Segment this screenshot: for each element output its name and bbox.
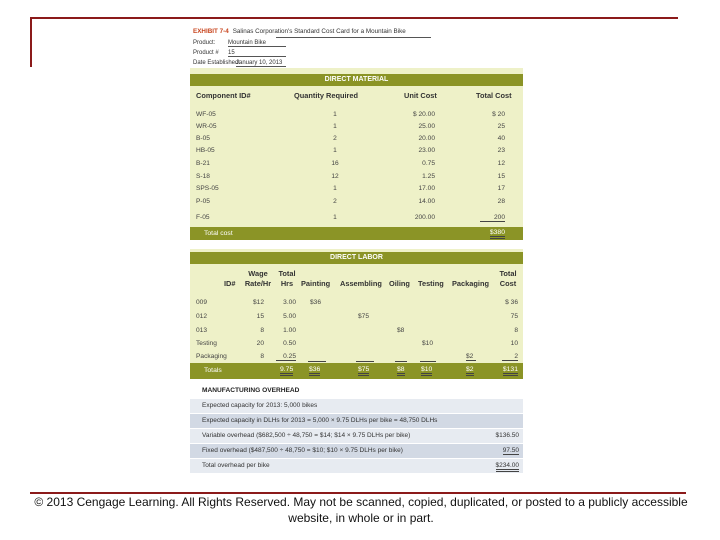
exhibit-title: [193, 28, 406, 35]
overhead-row-text: Expected capacity for 2013: 5,000 bikes: [202, 402, 318, 409]
dm-unit-cost: $ 20.00: [413, 111, 435, 118]
dm-component: P-05: [196, 198, 210, 205]
dl-header-assembling: Assembling: [340, 279, 382, 288]
dm-header-component: Component ID#: [196, 91, 251, 100]
dm-total-cost: 28: [497, 198, 505, 205]
dm-quantity: 12: [331, 173, 339, 180]
dl-id: Packaging: [196, 353, 227, 360]
dm-total-cost: 200: [480, 214, 505, 222]
dl-header-oiling: Oiling: [389, 279, 410, 288]
dl-wage: 8: [260, 327, 264, 334]
dm-unit-cost: 20.00: [418, 135, 435, 142]
dm-header-quantity: Quantity Required: [294, 91, 359, 100]
date-label: Date Established:: [193, 60, 241, 66]
dm-total-cost: 23: [497, 147, 505, 154]
dm-unit-cost: 0.75: [422, 160, 435, 167]
dl-header-hrs-top: Total: [278, 269, 296, 278]
dm-unit-cost: 200.00: [414, 214, 435, 221]
dl-header-wage-bottom: Rate/Hr: [244, 279, 272, 288]
dl-totals-packaging: $2: [466, 366, 474, 376]
dl-totals-label: Totals: [204, 367, 222, 374]
dm-unit-cost: 23.00: [418, 147, 435, 154]
dl-totals-oiling: $8: [397, 366, 405, 376]
dl-packaging: $2: [466, 353, 476, 361]
dm-unit-cost: 14.00: [418, 198, 435, 205]
dm-total-band: [190, 227, 523, 240]
dm-quantity: 2: [333, 198, 337, 205]
dm-component: S-18: [196, 173, 210, 180]
dl-totals-testing: $10: [421, 366, 432, 376]
dl-cost: 10: [510, 340, 518, 347]
direct-labor-band: DIRECT LABOR: [190, 252, 523, 264]
dl-oiling-underline: [395, 353, 407, 362]
overhead-row: [190, 399, 523, 413]
dl-wage: 15: [256, 313, 264, 320]
exhibit-title-text: Salinas Corporation's Standard Cost Card for a Mountain Bike: [232, 28, 406, 35]
product-number-label: Product #: [193, 50, 219, 56]
overhead-row-text: Total overhead per bike: [202, 462, 270, 469]
overhead-row-text: Fixed overhead ($487,500 ÷ 48,750 = $10; $10 × 9.75 DLHs per bike): [202, 447, 403, 454]
dl-totals-painting: $36: [309, 366, 320, 376]
overhead-row-text: Variable overhead ($682,500 ÷ 48,750 = $14; $14 × 9.75 DLHs per bike): [202, 432, 411, 439]
dl-hrs: 0.25: [276, 353, 296, 361]
dm-total-label: Total cost: [204, 230, 233, 237]
dm-quantity: 1: [333, 111, 337, 118]
dm-quantity: 1: [333, 214, 337, 221]
dl-assembling: $75: [358, 313, 370, 320]
dm-component: B-05: [196, 135, 210, 142]
dl-header-packaging: Packaging: [452, 279, 489, 288]
overhead-title: MANUFACTURING OVERHEAD: [202, 387, 300, 394]
title-underline: [276, 37, 431, 38]
dl-header-painting: Painting: [301, 279, 331, 288]
dm-unit-cost: 25.00: [418, 123, 435, 130]
overhead-row-text: Expected capacity in DLHs for 2013 = 5,000 × 9.75 DLHs per bike = 48,750 DLHs: [202, 417, 438, 424]
dl-assembling-underline: [356, 353, 374, 362]
dm-total-value: $380: [490, 229, 505, 239]
dl-id: 013: [196, 327, 208, 334]
dl-totals-cost: $131: [503, 366, 518, 376]
direct-material-band: DIRECT MATERIAL: [190, 74, 523, 86]
dl-hrs: 3.00: [283, 299, 296, 306]
dm-quantity: 16: [331, 160, 339, 167]
dm-component: SPS-05: [196, 185, 219, 192]
overhead-row: [190, 459, 523, 473]
dl-id: Testing: [196, 340, 217, 347]
dm-component: F-05: [196, 214, 210, 221]
dm-quantity: 1: [333, 123, 337, 130]
copyright-footer: © 2013 Cengage Learning. All Rights Reserved. May not be scanned, copied, duplicated, or posted to a publicly accessible website, in whole or in part.: [34, 495, 688, 525]
dm-quantity: 1: [333, 147, 337, 154]
dl-hrs: 1.00: [283, 327, 296, 334]
dm-component: HB-05: [196, 147, 215, 154]
dl-hrs: 0.50: [283, 340, 296, 347]
dm-total-cost: 12: [497, 160, 505, 167]
overhead-row-amount: 97.50: [502, 447, 519, 454]
dl-painting-underline: [308, 353, 326, 362]
dm-quantity: 2: [333, 135, 337, 142]
dl-testing-underline: [420, 353, 436, 362]
dl-painting: $36: [310, 299, 322, 306]
dl-header-hrs-bottom: Hrs: [280, 279, 294, 288]
dl-oiling: $8: [397, 327, 405, 334]
frame-top-rule: [30, 17, 678, 19]
dm-total-cost: 40: [497, 135, 505, 142]
dl-cost: $ 36: [505, 299, 518, 306]
overhead-row-amount: $234.00: [496, 462, 520, 472]
dl-header-id: ID#: [224, 279, 236, 288]
dl-testing: $10: [422, 340, 434, 347]
overhead-row-amount: $136.50: [495, 432, 519, 439]
dm-component: WF-05: [196, 111, 216, 118]
dl-header-cost-top: Total: [499, 269, 517, 278]
dl-wage: 20: [256, 340, 264, 347]
product-value: Mountain Bike: [228, 40, 286, 47]
dm-header-unit-cost: Unit Cost: [404, 91, 437, 100]
dl-header-cost-bottom: Cost: [499, 279, 517, 288]
overhead-row: [190, 444, 523, 458]
dl-wage: 8: [260, 353, 264, 360]
dl-cost: 75: [510, 313, 518, 320]
dl-cost: 2: [502, 353, 518, 361]
dl-header-testing: Testing: [418, 279, 444, 288]
dm-component: B-21: [196, 160, 210, 167]
dm-total-cost: 15: [497, 173, 505, 180]
dl-cost: 8: [514, 327, 518, 334]
product-label: Product:: [193, 40, 216, 46]
dl-header-wage-top: Wage: [248, 269, 268, 278]
dl-hrs: 5.00: [283, 313, 296, 320]
dl-id: 009: [196, 299, 208, 306]
dl-totals-band: [190, 363, 523, 379]
frame-left-rule: [30, 17, 32, 67]
exhibit-label: EXHIBIT 7-4: [193, 28, 229, 35]
dl-totals-hrs: 9.75: [280, 366, 293, 376]
dl-id: 012: [196, 313, 208, 320]
overhead-row: [190, 429, 523, 443]
dl-totals-assembling: $75: [358, 366, 369, 376]
overhead-row: [190, 414, 523, 428]
dm-total-cost: $ 20: [492, 111, 505, 118]
product-number-value: 15: [228, 50, 286, 57]
dm-total-cost: 17: [497, 185, 505, 192]
date-value: January 10, 2013: [236, 60, 286, 67]
cost-card-exhibit: [190, 20, 530, 490]
dm-total-cost: 25: [497, 123, 505, 130]
dm-unit-cost: 17.00: [418, 185, 435, 192]
dm-quantity: 1: [333, 185, 337, 192]
dm-unit-cost: 1.25: [422, 173, 435, 180]
dm-component: WR-05: [196, 123, 217, 130]
dm-header-total-cost: Total Cost: [476, 91, 512, 100]
dl-wage: $12: [252, 299, 264, 306]
